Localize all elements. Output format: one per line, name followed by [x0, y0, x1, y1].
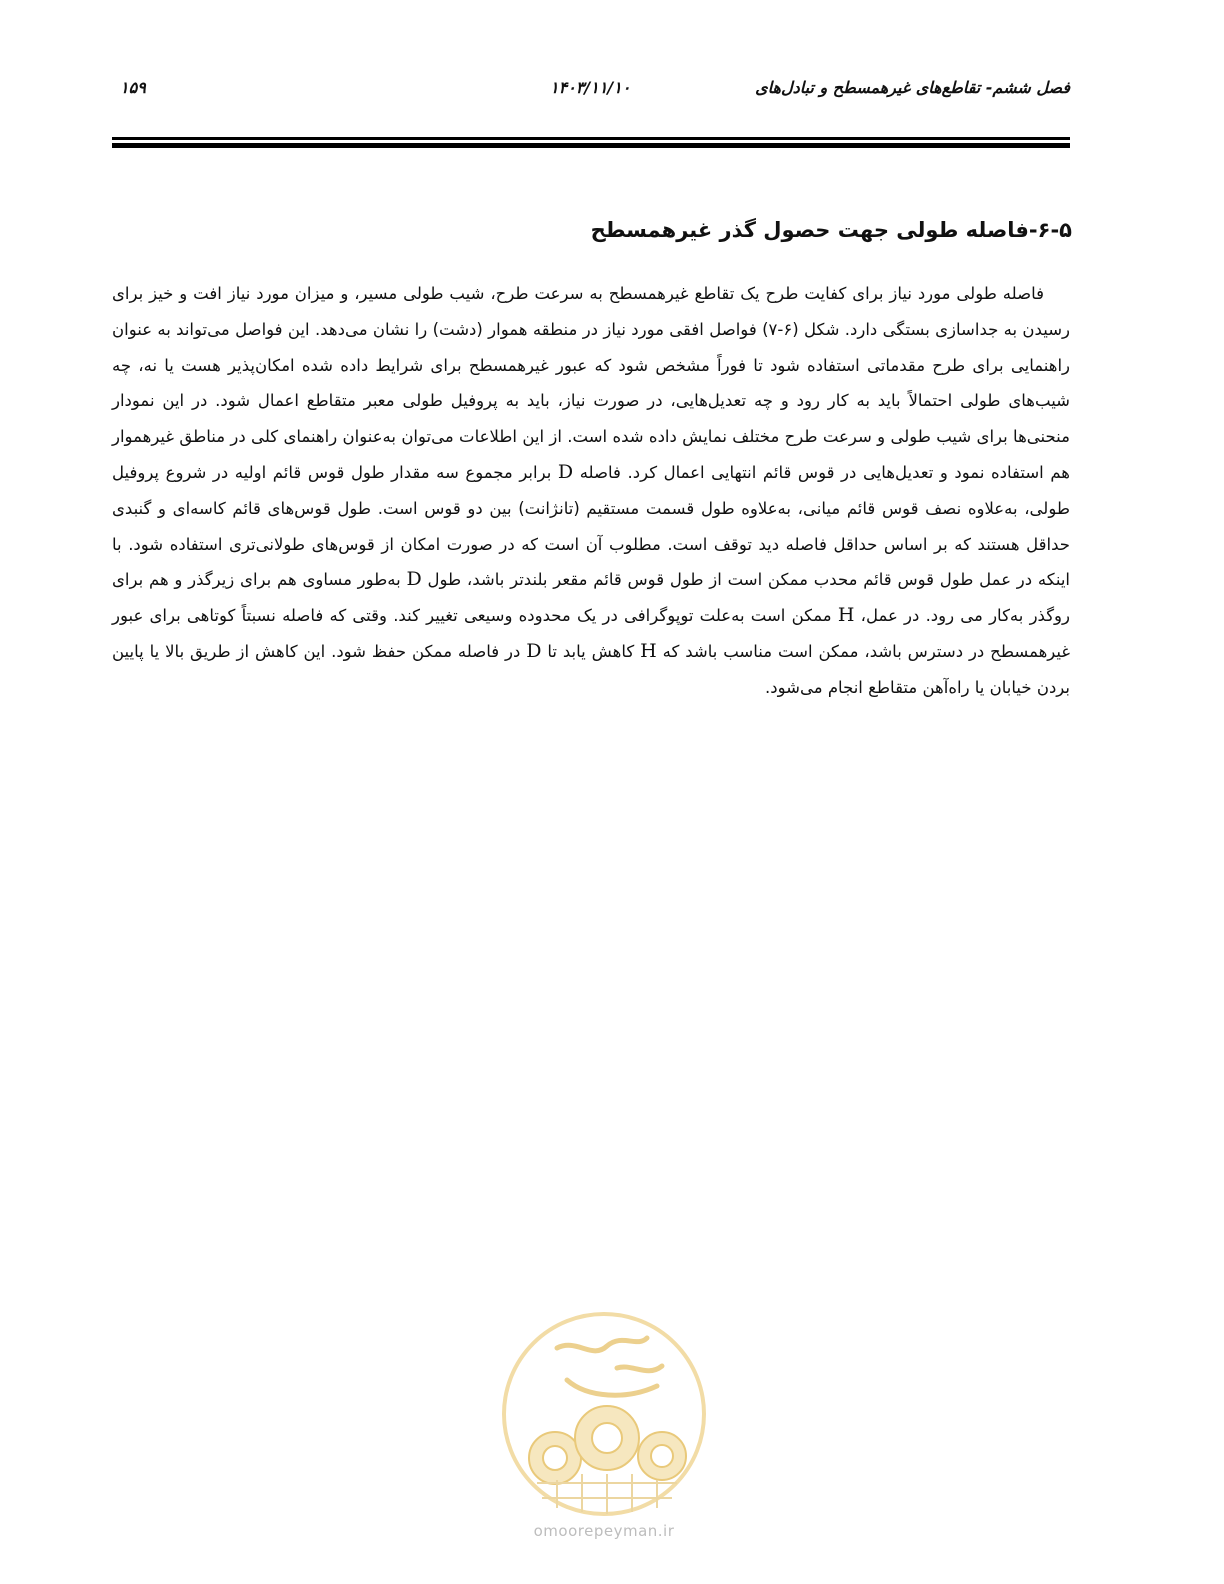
header-date: ۱۴۰۳/۱۱/۱۰: [550, 78, 631, 97]
body-text-part-2: برابر مجموع سه مقدار طول قوس قائم اولیه در شروع پروفیل طولی، به‌علاوه نصف قوس قائم میانی، به‌علاوه طول قسمت مستقیم (تانژانت) بین دو قوس است. طول قوس‌های قائم کاسه‌ای و گنبدی حداقل هستند که بر اساس حداقل فاصله دید توقف است. مطلوب آن است که در صورت امکان از قوس‌های طولانی‌تری استفاده شود. با اینکه در عمل طول قوس قائم محدب ممکن است از طول قوس قائم مقعر بلندتر باشد، طول: [112, 462, 1070, 590]
body-text-part-4: ممکن است به‌علت توپوگرافی در یک محدوده وسیعی تغییر کند. وقتی که فاصله نسبتاً کوتاهی برای عبور غیرهمسطح در دسترس باشد، ممکن است مناسب باشد که: [112, 606, 1071, 661]
variable-d: D: [406, 568, 422, 591]
variable-d: D: [526, 639, 542, 662]
body-text-part-3: به‌طور مساوی هم برای زیرگذر و هم برای روگذر به‌کار می رود. در عمل،: [112, 570, 1070, 626]
body-text-part-1: فاصله طولی مورد نیاز برای کفایت طرح یک تقاطع غیرهمسطح به سرعت طرح، شیب طولی مسیر، و میزان مورد نیاز افت و خیز برای رسیدن به جداسازی بستگی دارد. شکل (۶-۷) فواصل افقی مورد نیاز در منطقه هموار (دشت) را نشان می‌دهد. این فواصل می‌تواند به عنوان راهنمایی برای طرح مقدماتی استفاده شود تا فوراً مشخص شود که عبور غیرهمسطح برای شرایط داده شده امکان‌پذیر هست یا نه، چه شیب‌های طولی احتمالاً باید به کار رود و چه تعدیل‌هایی، در صورت نیاز، باید به پروفیل طولی معبر متقاطع اعمال شود. در این نمودار منحنی‌ها برای شیب طولی و سرعت طرح مختلف نمایش داده شده است. از این اطلاعات می‌توان به‌عنوان راهنمای کلی در مناطق غیرهموار هم استفاده نمود و تعدیل‌هایی در قوس قائم انتهایی اعمال کرد. فاصله: [112, 284, 1070, 482]
variable-d: D: [557, 460, 574, 483]
body-paragraph: [112, 276, 1070, 706]
section-title: ۶-۵-فاصله طولی جهت حصول گذر غیرهمسطح: [590, 218, 1072, 242]
header-divider: [112, 137, 1070, 149]
body-text-part-6: در فاصله ممکن حفظ شود. این کاهش از طریق بالا یا پایین بردن خیابان یا راه‌آهن متقاطع انجام می‌شود.: [112, 641, 1070, 697]
chapter-title: فصل ششم- تقاطع‌های غیرهمسطح و تبادل‌های: [755, 78, 1070, 97]
header-divider-thick: [112, 143, 1070, 148]
page-header: [112, 74, 1070, 104]
watermark-logo-icon: [497, 1308, 711, 1556]
header-divider-thin: [112, 137, 1070, 140]
variable-h: H: [640, 639, 657, 662]
body-text-part-5: کاهش یابد تا: [547, 641, 635, 661]
variable-h: H: [837, 604, 855, 627]
watermark-site: omoorepeyman.ir: [533, 1522, 675, 1540]
page-number: ۱۵۹: [120, 78, 146, 97]
